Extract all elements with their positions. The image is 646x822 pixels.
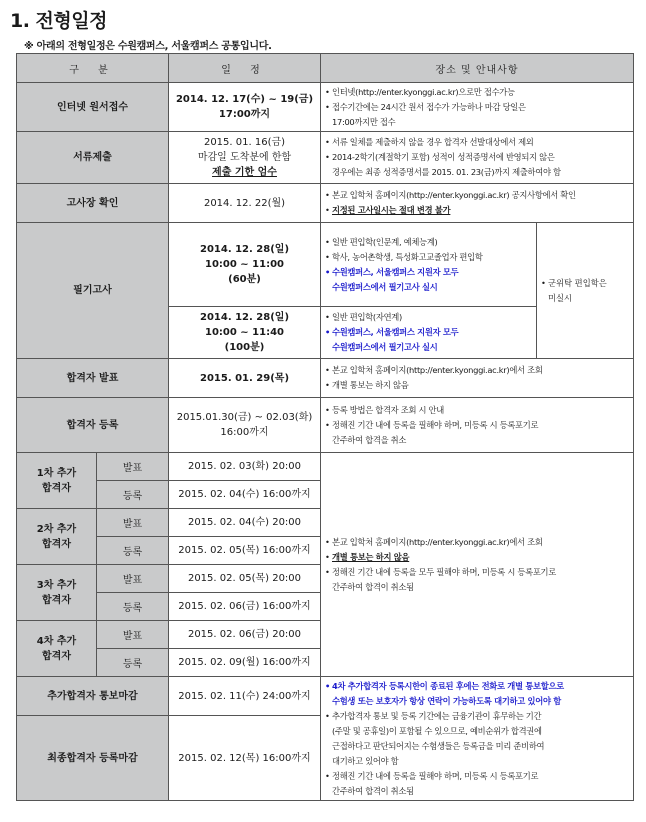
table-row (17, 677, 634, 716)
row-info: • 인터넷(http://enter.kyonggi.ac.kr)으로만 접수가능 • 접수기간에는 24시간 원서 접수가 가능하나 마감 당일은 17:00까지만 접수 (321, 83, 634, 132)
row-date: 2015. 02. 04(수) 20:00 (169, 509, 321, 537)
row-label: 필기고사 (17, 223, 169, 359)
table-row (17, 184, 634, 223)
row-date: 2015.01.30(금) ~ 02.03(화) 16:00까지 (169, 398, 321, 453)
sub-label: 발표 (97, 453, 169, 481)
row-date: 2015. 01. 16(금) 마감일 도착분에 한함 제출 기한 엄수 (169, 132, 321, 184)
row-date: 2015. 02. 06(금) 16:00까지 (169, 593, 321, 621)
sub-label: 발표 (97, 621, 169, 649)
row-label: 합격자 발표 (17, 359, 169, 398)
table-row (17, 83, 634, 132)
sub-label: 발표 (97, 509, 169, 537)
table-row (17, 453, 634, 481)
row-date: 2015. 02. 06(금) 20:00 (169, 621, 321, 649)
row-date: 2015. 02. 09(월) 16:00까지 (169, 649, 321, 677)
header-schedule: 일 정 (169, 54, 321, 83)
row-info: • 본교 입학처 홈페이지(http://enter.kyonggi.ac.kr)에서 조회 • 개별 통보는 하지 않음 (321, 359, 634, 398)
row-date: 2014. 12. 28(일) 10:00 ~ 11:40 (100분) (169, 307, 321, 359)
table-row (17, 132, 634, 184)
row-date: 2015. 02. 05(목) 20:00 (169, 565, 321, 593)
header-place: 장소 및 안내사항 (321, 54, 634, 83)
page-title: 1. 전형일정 (10, 10, 107, 32)
round-label: 3차 추가 합격자 (17, 565, 97, 621)
sub-label: 등록 (97, 593, 169, 621)
row-date: 2015. 02. 05(목) 16:00까지 (169, 537, 321, 565)
row-date: 2015. 02. 03(화) 20:00 (169, 453, 321, 481)
round-label: 4차 추가 합격자 (17, 621, 97, 677)
row-date: 2015. 02. 04(수) 16:00까지 (169, 481, 321, 509)
common-note: ※ 아래의 전형일정은 수원캠퍼스, 서울캠퍼스 공통입니다. (24, 41, 272, 52)
table-header (17, 54, 634, 83)
header-category: 구 분 (17, 54, 169, 83)
table-row (17, 359, 634, 398)
row-date: 2015. 02. 11(수) 24:00까지 (169, 677, 321, 716)
row-label: 합격자 등록 (17, 398, 169, 453)
row-label: 고사장 확인 (17, 184, 169, 223)
schedule-table (16, 53, 634, 801)
row-date: 2014. 12. 28(일) 10:00 ~ 11:00 (60분) (169, 223, 321, 307)
sub-label: 등록 (97, 649, 169, 677)
table-row (17, 223, 634, 307)
deadline-emphasis: 제출 기한 엄수 (212, 167, 277, 178)
round-label: 1차 추가 합격자 (17, 453, 97, 509)
row-date: 2014. 12. 17(수) ~ 19(금) 17:00까지 (169, 83, 321, 132)
row-info: • 일반 편입학(인문계, 예체능계) • 학사, 농어촌학생, 특성화고교졸업자 편입학 • 수원캠퍼스, 서울캠퍼스 지원자 모두 수원캠퍼스에서 필기고사 실시 (321, 223, 537, 307)
row-label: 추가합격자 통보마감 (17, 677, 169, 716)
sub-label: 발표 (97, 565, 169, 593)
row-label: 인터넷 원서접수 (17, 83, 169, 132)
table-row (17, 398, 634, 453)
row-info: • 본교 입학처 홈페이지(http://enter.kyonggi.ac.kr) 공지사항에서 확인 • 지정된 고사일시는 절대 변경 불가 (321, 184, 634, 223)
row-info: • 일반 편입학(자연계) • 수원캠퍼스, 서울캠퍼스 지원자 모두 수원캠퍼스에서 필기고사 실시 (321, 307, 537, 359)
row-date: 2014. 12. 22(월) (169, 184, 321, 223)
row-info: • 등록 방법은 합격자 조회 시 안내 • 정해진 기간 내에 등록을 필해야 하며, 미등록 시 등록포기로 간주하여 합격을 취소 (321, 398, 634, 453)
round-label: 2차 추가 합격자 (17, 509, 97, 565)
sub-label: 등록 (97, 481, 169, 509)
additional-info: • 본교 입학처 홈페이지(http://enter.kyonggi.ac.kr)에서 조회 • 개별 통보는 하지 않음 • 정해진 기간 내에 등록을 모두 필해야 하며, 미등록 시 등록포기로 간주하여 합격이 취소됨 (321, 453, 634, 677)
row-date: 2015. 02. 12(목) 16:00까지 (169, 716, 321, 801)
sub-label: 등록 (97, 537, 169, 565)
row-info: • 서류 일체를 제출하지 않을 경우 합격자 선발대상에서 제외 • 2014-2학기(계절학기 포함) 성적이 성적증명서에 반영되지 않은 경우에는 최종 성적증명서를 2015. 01. 23(금)까지 제출하여야 함 (321, 132, 634, 184)
row-label: 최종합격자 등록마감 (17, 716, 169, 801)
military-note: • 군위탁 편입학은 미실시 (537, 223, 634, 359)
row-label: 서류제출 (17, 132, 169, 184)
row-date: 2015. 01. 29(목) (169, 359, 321, 398)
final-info: • 4차 추가합격자 등록시한이 종료된 후에는 전화로 개별 통보할으로 수험생 또는 보호자가 항상 연락이 가능하도록 대기하고 있어야 함 • 추가합격자 통보 및 등록 기간에는 금융기관이 휴무하는 기간 (주말 및 공휴일)이 포함될 수 있으므로, 예비순위가 합격권에 근접하다고 판단되어지는 수험생들은 등록금을 미리 준비하여 대기하고 있어야 함 • 정해진 기간 내에 등록을 필해야 하며, 미등록 시 등록포기로 간주하여 합격이 취소됨 (321, 677, 634, 801)
